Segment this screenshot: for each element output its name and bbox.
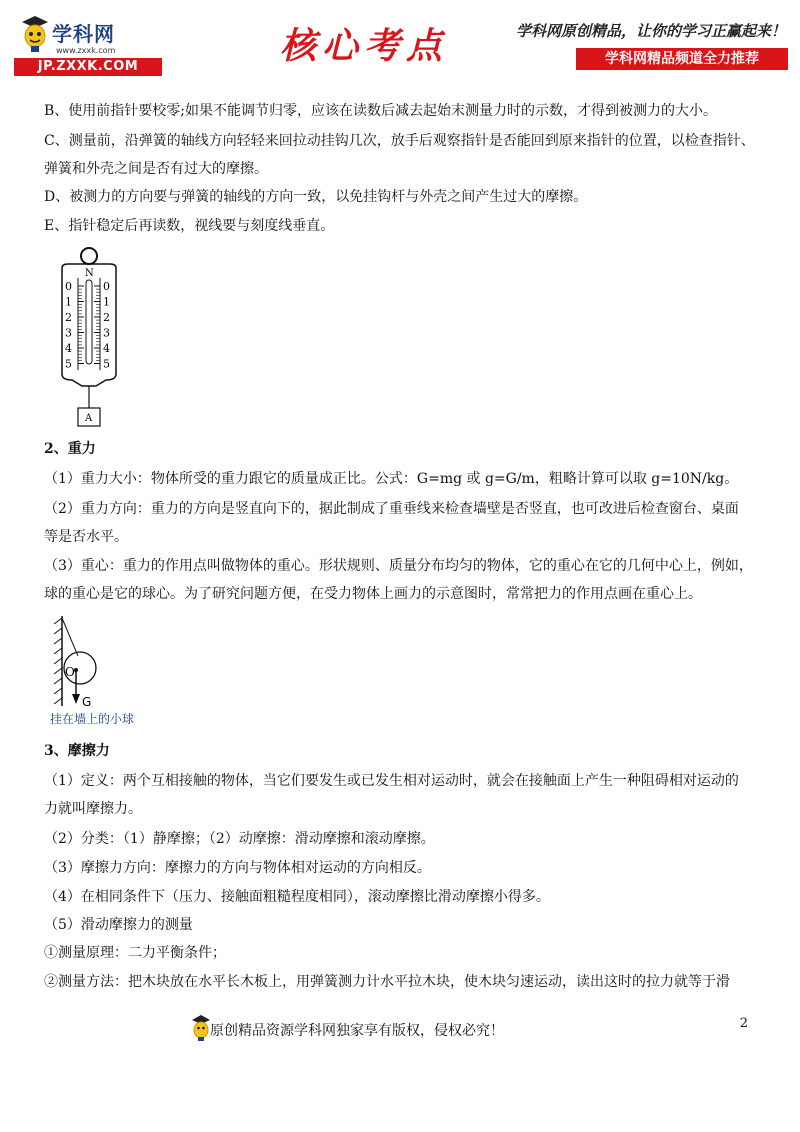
footer-mascot-icon [190, 1014, 212, 1042]
scale-tick-label-r: 4 [103, 342, 110, 355]
footer-copyright: 原创精品资源学科网独家享有版权，侵权必究！ [210, 1023, 504, 1039]
paragraph-b: B、使用前指针要校零;如果不能调节归零，应该在读数后减去起始末测量力时的示数，才得到被测力的大小。 [44, 103, 718, 119]
scale-tick-label-l: 1 [65, 295, 72, 309]
logo-url[interactable]: JP.ZXXK.COM [14, 58, 162, 76]
scale-tick-label-r: 3 [103, 326, 110, 340]
scale-tick-label-l: 3 [65, 326, 72, 340]
mascot-icon [18, 14, 52, 54]
scale-unit-label: N [85, 268, 94, 279]
gravity-direction-line2: 等是否水平。 [44, 529, 128, 545]
spring-scale-diagram [56, 246, 136, 430]
logo-subtitle: www.zxxk.com [56, 46, 116, 55]
weight-label: A [85, 413, 93, 424]
scale-tick-label-r: 2 [103, 311, 110, 324]
friction-rolling-vs-sliding: （4）在相同条件下（压力、接触面粗糙程度相同），滚动摩擦比滑动摩擦小得多。 [44, 889, 550, 905]
gravity-magnitude: （1）重力大小：物体所受的重力跟它的质量成正比。公式：G=mg 或 g=G/m，粗略计算可以取 g=10N/kg。 [44, 471, 739, 487]
spring-scale-figure [56, 246, 136, 430]
scale-tick-label-l: 2 [65, 311, 72, 324]
paragraph-d: D、被测力的方向要与弹簧的轴线的方向一致，以免挂钩杆与外壳之间产生过大的摩擦。 [44, 189, 588, 205]
header-logo [14, 8, 164, 74]
header-slogan: 学科网原创精品，让你的学习正赢起来！ [516, 22, 787, 40]
friction-measurement-heading: （5）滑动摩擦力的测量 [44, 917, 193, 933]
scale-tick-label-r: 1 [103, 295, 110, 309]
force-label: G [82, 695, 92, 709]
gravity-direction-line1: （2）重力方向：重力的方向是竖直向下的，据此制成了重垂线来检查墙壁是否竖直，也可改进后检查窗台、桌面 [44, 501, 739, 517]
paragraph-c-line2: 弹簧和外壳之间是否有过大的摩擦。 [44, 161, 268, 177]
section-heading-friction: 3、摩擦力 [44, 743, 110, 759]
measurement-principle: ①测量原理：二力平衡条件； [44, 945, 226, 961]
page-number: 2 [739, 1016, 748, 1031]
friction-definition-line1: （1）定义：两个互相接触的物体，当它们要发生或已发生相对运动时，就会在接触面上产生一种阻碍相对运动的 [44, 773, 739, 789]
measurement-method: ②测量方法：把木块放在水平长木板上，用弹簧测力计水平拉木块，使木块匀速运动，读出这时的拉力就等于滑 [44, 974, 730, 990]
scale-tick-label-l: 4 [65, 342, 72, 355]
section-heading-gravity: 2、重力 [44, 441, 96, 457]
scale-tick-label-r: 5 [103, 357, 110, 371]
ball-on-wall-figure [50, 614, 170, 734]
scale-tick-label-l: 5 [65, 357, 72, 371]
scale-tick-label-r: 0 [103, 280, 110, 293]
page-header-title: 核心考点 [280, 25, 449, 67]
friction-definition-line2: 力就叫摩擦力。 [44, 801, 142, 817]
paragraph-c-line1: C、测量前，沿弹簧的轴线方向轻轻来回拉动挂钩几次，放手后观察指针是否能回到原来指针的位置，以检查指针、 [44, 133, 755, 149]
center-of-gravity-line2: 球的重心是它的球心。为了研究问题方便，在受力物体上画力的示意图时，常常把力的作用点画在重心上。 [44, 586, 702, 602]
logo-name: 学科网 [52, 22, 115, 46]
paragraph-e: E、指针稳定后再读数，视线要与刻度线垂直。 [44, 218, 335, 234]
header-badge: 学科网精品频道全力推荐 [576, 48, 788, 70]
ball-figure-caption: 挂在墙上的小球 [50, 712, 135, 726]
friction-classification: （2）分类：（1）静摩擦；（2）动摩擦：滑动摩擦和滚动摩擦。 [44, 831, 435, 847]
scale-tick-label-l: 0 [65, 280, 72, 293]
center-label: O [65, 665, 75, 679]
center-of-gravity-line1: （3）重心：重力的作用点叫做物体的重心。形状规则、质量分布均匀的物体，它的重心在它的几何中心上，例如， [44, 558, 753, 574]
ball-on-wall-diagram [50, 614, 170, 714]
friction-direction: （3）摩擦力方向：摩擦力的方向与物体相对运动的方向相反。 [44, 860, 431, 876]
